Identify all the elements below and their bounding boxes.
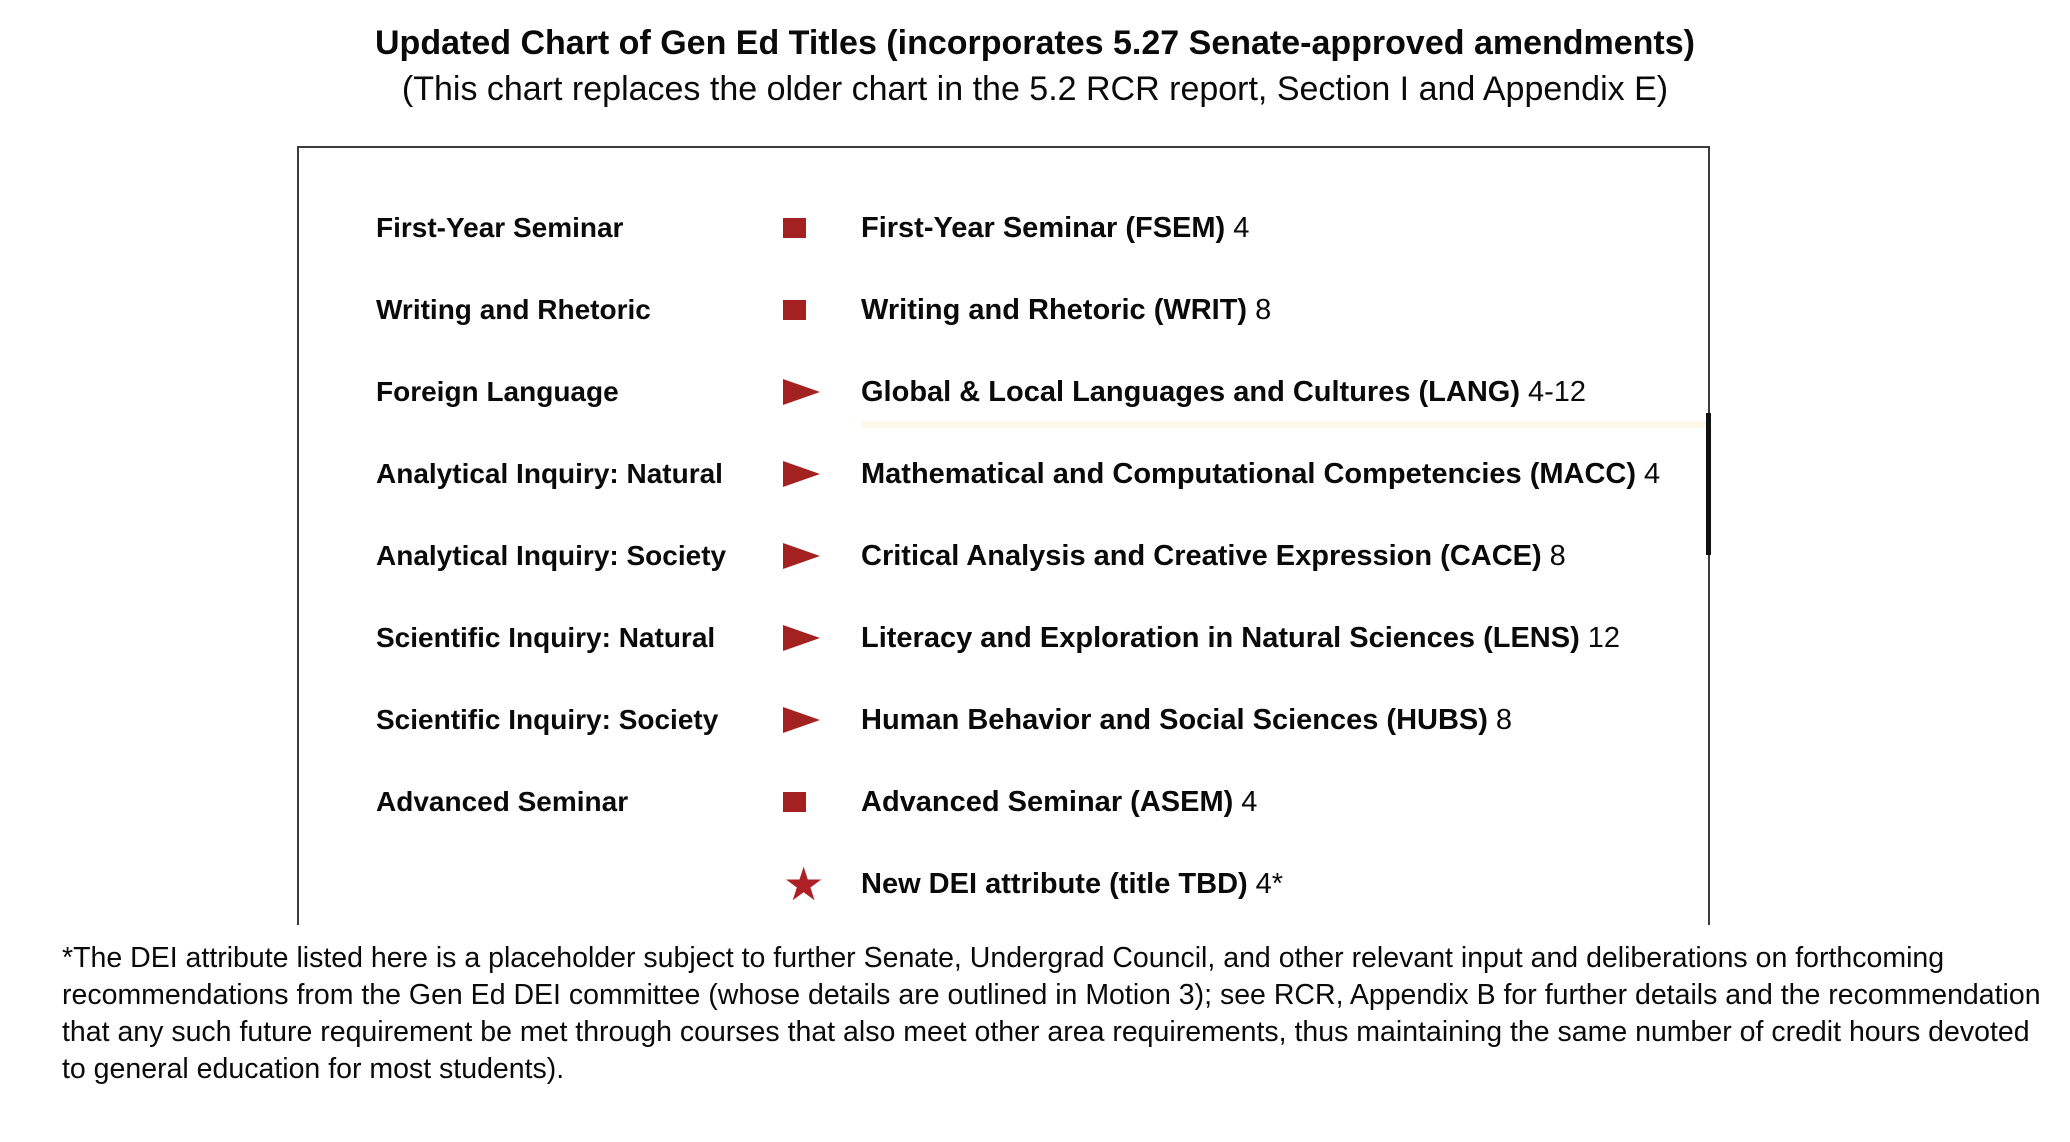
new-title-label xyxy=(861,866,1283,902)
chart-row-dei xyxy=(299,858,1708,910)
new-title-label xyxy=(861,210,1249,246)
dei-footnote: *The DEI attribute listed here is a placeholder subject to further Senate, Undergrad Council, and other relevant input and deliberations on forthcoming recommendations from the Gen Ed DEI committee (whose details are outlined in Motion 3); see RCR, Appendix B for further details and the recommendation that any such future requirement be met through courses that also meet other area requirements, thus maintaining the same number of credit hours devoted to general education for most students). xyxy=(62,942,2041,1085)
credits-text: 8 xyxy=(1255,294,1272,326)
new-title-text: Human Behavior and Social Sciences (HUBS) xyxy=(861,704,1488,736)
new-title-label xyxy=(861,292,1271,328)
arrow-marker-icon xyxy=(783,461,820,487)
chart-row-hubs xyxy=(299,702,1708,742)
old-title-label: Scientific Inquiry: Society xyxy=(376,704,719,735)
old-title-label: Foreign Language xyxy=(376,376,619,407)
page-title: Updated Chart of Gen Ed Titles (incorporates 5.27 Senate-approved amendments) xyxy=(375,24,1695,62)
old-title-label: Analytical Inquiry: Society xyxy=(376,540,727,571)
credits-text: 4-12 xyxy=(1528,376,1587,408)
page-subtitle: (This chart replaces the older chart in the 5.2 RCR report, Section I and Appendix E) xyxy=(401,70,1669,108)
chart-row-lens xyxy=(299,620,1708,660)
new-title-text: Global & Local Languages and Cultures (LANG) xyxy=(861,376,1520,408)
arrow-marker-icon xyxy=(783,379,820,405)
new-title-label xyxy=(861,374,1586,410)
credits-text: 8 xyxy=(1549,540,1566,572)
square-marker-icon xyxy=(783,300,806,320)
chart-row-asem xyxy=(299,784,1708,824)
credits-text: 4 xyxy=(1233,212,1250,244)
new-title-label xyxy=(861,784,1257,820)
right-border-artifact xyxy=(1706,413,1711,555)
chart-row-fsem xyxy=(299,210,1708,250)
new-title-label xyxy=(861,620,1620,656)
new-title-text: Writing and Rhetoric (WRIT) xyxy=(861,294,1248,326)
chart-row-lang xyxy=(299,374,1708,414)
gen-ed-chart-box xyxy=(297,146,1710,925)
old-title-label: First-Year Seminar xyxy=(376,212,624,243)
new-title-text: Advanced Seminar (ASEM) xyxy=(861,786,1234,818)
arrow-marker-icon xyxy=(783,707,820,733)
new-title-label xyxy=(861,456,1660,492)
old-title-label: Writing and Rhetoric xyxy=(376,294,651,325)
chart-row-macc xyxy=(299,456,1708,496)
new-title-label xyxy=(861,538,1566,574)
old-title-label: Advanced Seminar xyxy=(376,786,629,817)
new-title-text: Literacy and Exploration in Natural Sciences (LENS) xyxy=(861,622,1580,654)
credits-text: 8 xyxy=(1495,704,1513,736)
old-title-label: Analytical Inquiry: Natural xyxy=(376,458,723,489)
credits-text: 4* xyxy=(1255,868,1284,900)
credits-text: 4 xyxy=(1644,458,1661,490)
credits-text: 4 xyxy=(1241,786,1258,818)
chart-row-cace xyxy=(299,538,1708,578)
square-marker-icon xyxy=(783,218,806,238)
highlight-band-artifact xyxy=(862,421,1706,428)
new-title-label xyxy=(861,702,1512,738)
chart-row-writ xyxy=(299,292,1708,332)
new-title-text: First-Year Seminar (FSEM) xyxy=(861,212,1226,244)
arrow-marker-icon xyxy=(783,543,820,569)
star-marker-icon: ★ xyxy=(783,858,825,910)
new-title-text: Mathematical and Computational Competencies (MACC) xyxy=(861,458,1637,490)
title-block xyxy=(0,20,2070,112)
new-title-text: Critical Analysis and Creative Expression (CACE) xyxy=(861,540,1542,572)
old-title-label: Scientific Inquiry: Natural xyxy=(376,622,716,653)
arrow-marker-icon xyxy=(783,625,820,651)
square-marker-icon xyxy=(783,792,806,812)
credits-text: 12 xyxy=(1587,622,1621,654)
new-title-text: New DEI attribute (title TBD) xyxy=(861,868,1248,900)
